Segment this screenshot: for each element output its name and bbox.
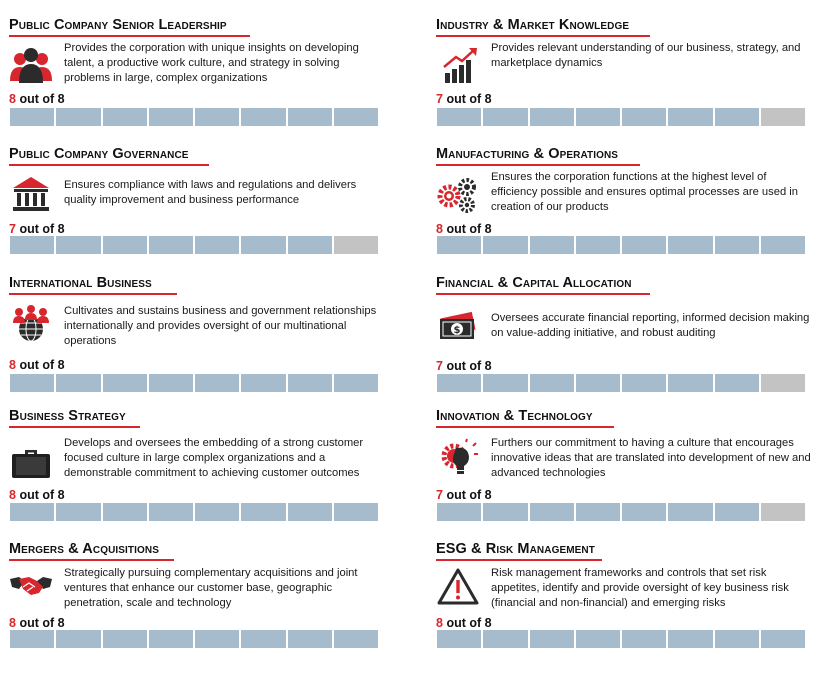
rating-segment-filled	[241, 236, 285, 254]
title-underline	[9, 164, 209, 166]
skill-title: Innovation & Technology	[436, 408, 593, 424]
skill-description: Furthers our commitment to having a culture that encourages innovative ideas that are translated into development of new and advanced technologies	[491, 437, 811, 479]
rating-segment-filled	[288, 374, 332, 392]
rating-segment-filled	[576, 108, 620, 126]
skill-description: Provides relevant understanding of our business, strategy, and marketplace dynamics	[491, 42, 801, 69]
rating-segment-filled	[103, 503, 147, 521]
title-underline	[436, 559, 602, 561]
rating-segment-filled	[483, 630, 527, 648]
skill-bar	[437, 374, 805, 392]
rating-segment-filled	[668, 108, 712, 126]
rating-segment-filled	[334, 503, 378, 521]
skill-title: Mergers & Acquisitions	[9, 541, 159, 557]
rating-segment-filled	[10, 503, 54, 521]
rating-segment-filled	[483, 374, 527, 392]
rating-segment-filled	[241, 503, 285, 521]
rating-segment-filled	[103, 630, 147, 648]
skill-title: Financial & Capital Allocation	[436, 275, 632, 291]
skill-title: ESG & Risk Management	[436, 541, 595, 557]
rating-segment-filled	[56, 236, 100, 254]
gears-icon	[436, 174, 480, 214]
rating-segment-filled	[761, 236, 805, 254]
rating-segment-filled	[288, 236, 332, 254]
warning-icon	[436, 567, 480, 607]
skill-score: 8 out of 8	[9, 358, 65, 372]
skill-description: Oversees accurate financial reporting, informed decision making on value-adding initiative, and robust auditing	[491, 312, 810, 339]
rating-segment-filled	[483, 236, 527, 254]
rating-segment-filled	[10, 630, 54, 648]
skill-description: Cultivates and sustains business and government relationships internationally and provides oversight of our multinational operations	[64, 305, 377, 347]
rating-segment-filled	[103, 236, 147, 254]
skill-score: 8 out of 8	[436, 616, 492, 630]
title-underline	[436, 164, 640, 166]
rating-segment-filled	[334, 374, 378, 392]
skill-bar	[10, 108, 378, 126]
rating-segment-filled	[288, 503, 332, 521]
skill-score: 8 out of 8	[9, 488, 65, 502]
title-underline	[9, 35, 250, 37]
rating-segment-filled	[10, 108, 54, 126]
rating-segment-filled	[195, 374, 239, 392]
skill-description: Develops and oversees the embedding of a strong customer focused culture in large complex organizations and a demonstrable commitment to achieving customer outcomes	[64, 437, 364, 479]
skill-score: 7 out of 8	[436, 359, 492, 373]
title-underline	[9, 559, 174, 561]
rating-segment-filled	[334, 108, 378, 126]
skill-score: 7 out of 8	[9, 222, 65, 236]
rating-segment-filled	[56, 374, 100, 392]
rating-segment-filled	[576, 236, 620, 254]
rating-segment-filled	[576, 630, 620, 648]
skill-bar	[10, 374, 378, 392]
skill-card	[436, 541, 808, 671]
rating-segment-filled	[334, 630, 378, 648]
rating-segment-filled	[622, 108, 666, 126]
rating-segment-filled	[483, 503, 527, 521]
rating-segment-filled	[715, 630, 759, 648]
rating-segment-filled	[715, 108, 759, 126]
rating-segment-filled	[530, 236, 574, 254]
title-underline	[9, 426, 140, 428]
rating-segment-filled	[530, 503, 574, 521]
skill-card	[436, 17, 808, 147]
rating-segment-filled	[56, 630, 100, 648]
skill-description: Risk management frameworks and controls that set risk appetites, identify and provide oversight of key business risk (financial and non-financial) and emerging risks	[491, 567, 789, 609]
skill-bar	[437, 503, 805, 521]
rating-segment-filled	[437, 630, 481, 648]
skill-card	[9, 541, 381, 671]
briefcase-icon	[9, 442, 53, 482]
skill-bar	[10, 503, 378, 521]
svg-text:$: $	[453, 325, 461, 336]
rating-segment-filled	[715, 503, 759, 521]
money-icon	[436, 303, 480, 343]
skill-description: Provides the corporation with unique insights on developing talent, a productive work culture, and strategy in solving problems in large, complex organizations	[64, 42, 359, 84]
rating-segment-filled	[530, 374, 574, 392]
rating-segment-filled	[103, 374, 147, 392]
people-icon	[9, 45, 53, 85]
skill-card	[9, 408, 381, 538]
rating-segment-filled	[288, 108, 332, 126]
skill-title: Manufacturing & Operations	[436, 146, 619, 162]
skill-description: Ensures compliance with laws and regulations and delivers quality improvement and business performance	[64, 179, 357, 206]
handshake-icon	[9, 565, 53, 605]
skill-title: Public Company Senior Leadership	[9, 17, 227, 33]
skill-score: 7 out of 8	[436, 488, 492, 502]
skill-score: 8 out of 8	[436, 222, 492, 236]
rating-segment-filled	[437, 108, 481, 126]
global-people-icon	[9, 303, 53, 343]
skill-title: International Business	[9, 275, 152, 291]
rating-segment-filled	[10, 374, 54, 392]
skill-card	[436, 146, 808, 276]
skill-card	[9, 275, 381, 405]
rating-segment-filled	[622, 503, 666, 521]
skill-card	[9, 17, 381, 147]
rating-segment-filled	[437, 374, 481, 392]
rating-segment-filled	[761, 630, 805, 648]
rating-segment-filled	[149, 630, 193, 648]
rating-segment-empty	[761, 503, 805, 521]
skill-bar	[437, 630, 805, 648]
rating-segment-filled	[668, 503, 712, 521]
skill-description: Strategically pursuing complementary acquisitions and joint ventures that enhance our customer base, geographic penetration, scale and technology	[64, 567, 358, 609]
rating-segment-filled	[622, 630, 666, 648]
rating-segment-filled	[241, 630, 285, 648]
rating-segment-filled	[437, 236, 481, 254]
rating-segment-filled	[149, 108, 193, 126]
rating-segment-filled	[437, 503, 481, 521]
rating-segment-filled	[576, 503, 620, 521]
title-underline	[436, 35, 650, 37]
skill-score: 8 out of 8	[9, 616, 65, 630]
rating-segment-empty	[334, 236, 378, 254]
skill-title: Business Strategy	[9, 408, 126, 424]
rating-segment-filled	[56, 108, 100, 126]
skill-bar	[10, 236, 378, 254]
rating-segment-filled	[668, 374, 712, 392]
title-underline	[436, 293, 650, 295]
rating-segment-filled	[622, 236, 666, 254]
rating-segment-empty	[761, 108, 805, 126]
growth-chart-icon	[436, 45, 480, 85]
rating-segment-filled	[668, 630, 712, 648]
rating-segment-filled	[103, 108, 147, 126]
skill-card	[436, 275, 808, 405]
skill-score: 7 out of 8	[436, 92, 492, 106]
rating-segment-filled	[715, 236, 759, 254]
rating-segment-filled	[195, 108, 239, 126]
rating-segment-filled	[715, 374, 759, 392]
rating-segment-filled	[530, 630, 574, 648]
rating-segment-filled	[483, 108, 527, 126]
skill-card	[436, 408, 811, 538]
rating-segment-filled	[149, 503, 193, 521]
rating-segment-filled	[10, 236, 54, 254]
skill-bar	[10, 630, 378, 648]
rating-segment-filled	[149, 374, 193, 392]
rating-segment-filled	[668, 236, 712, 254]
skill-bar	[437, 236, 805, 254]
skill-title: Public Company Governance	[9, 146, 189, 162]
skill-score: 8 out of 8	[9, 92, 65, 106]
skill-bar	[437, 108, 805, 126]
skill-title: Industry & Market Knowledge	[436, 17, 630, 33]
rating-segment-filled	[195, 630, 239, 648]
title-underline	[436, 426, 614, 428]
rating-segment-filled	[530, 108, 574, 126]
rating-segment-filled	[195, 503, 239, 521]
innovation-bulb-icon	[436, 438, 480, 478]
skill-card	[9, 146, 381, 276]
title-underline	[9, 293, 177, 295]
rating-segment-filled	[622, 374, 666, 392]
rating-segment-filled	[195, 236, 239, 254]
rating-segment-filled	[241, 374, 285, 392]
rating-segment-filled	[149, 236, 193, 254]
rating-segment-empty	[761, 374, 805, 392]
rating-segment-filled	[576, 374, 620, 392]
skill-description: Ensures the corporation functions at the highest level of efficiency possible and ensures optimal processes are used in creation of our products	[491, 171, 799, 213]
courthouse-icon	[9, 174, 53, 214]
rating-segment-filled	[241, 108, 285, 126]
rating-segment-filled	[56, 503, 100, 521]
rating-segment-filled	[288, 630, 332, 648]
